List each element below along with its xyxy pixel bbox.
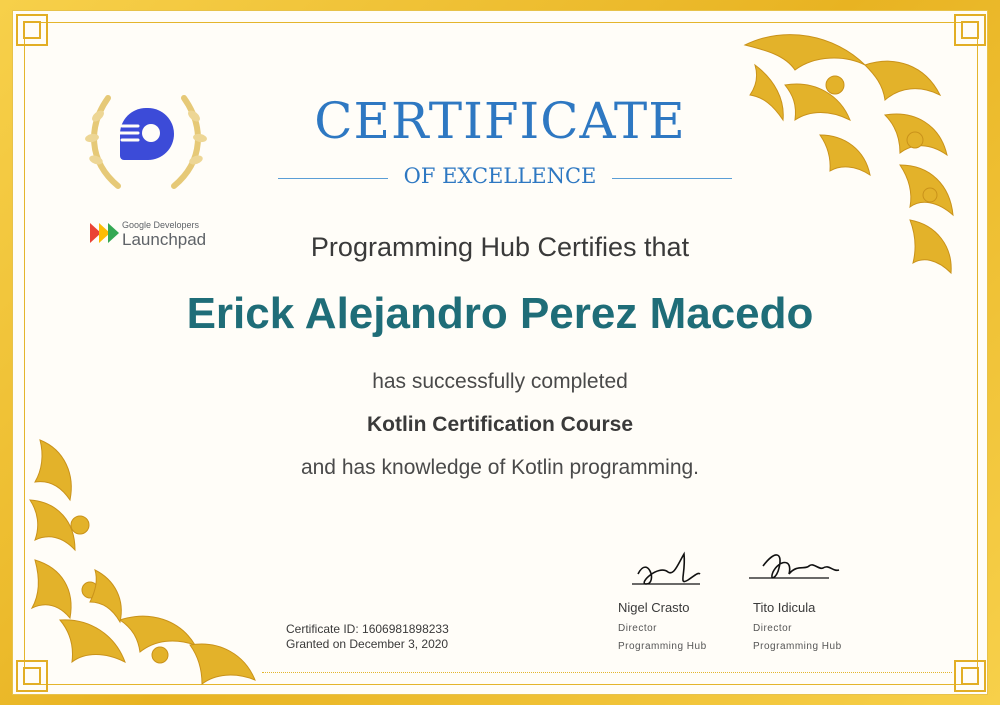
certificate-title: CERTIFICATE	[314, 92, 686, 150]
subtitle-row	[0, 164, 1000, 188]
signatory-role: Director	[753, 623, 793, 634]
certifies-line: Programming Hub Certifies that	[310, 232, 690, 262]
certificate-subtitle: OF EXCELLENCE	[403, 164, 597, 188]
granted-date: Granted on December 3, 2020	[286, 637, 449, 651]
signatory-org: Programming Hub	[618, 641, 707, 652]
recipient-name: Erick Alejandro Perez Macedo	[186, 289, 814, 338]
certificate-meta	[286, 622, 449, 652]
signature-image	[749, 544, 849, 594]
signatory-name: Nigel Crasto	[618, 600, 690, 615]
certificate-id: Certificate ID: 1606981898233	[286, 622, 449, 636]
course-name: Kotlin Certification Course	[366, 413, 634, 436]
signatory-name: Tito Idicula	[753, 600, 816, 615]
signature-image	[628, 544, 708, 594]
launchpad-small-text: Google Developers	[122, 220, 200, 230]
signatory-role: Director	[618, 623, 658, 634]
completed-line: has successfully completed	[372, 370, 628, 393]
launchpad-big-text: Launchpad	[122, 230, 207, 249]
bottom-dotted-rule	[262, 672, 952, 673]
knowledge-line: and has knowledge of Kotlin programming.	[300, 456, 700, 479]
corner-ornament-top-left	[16, 14, 48, 46]
signatory-org: Programming Hub	[753, 641, 842, 652]
corner-ornament-bottom-right	[954, 660, 986, 692]
